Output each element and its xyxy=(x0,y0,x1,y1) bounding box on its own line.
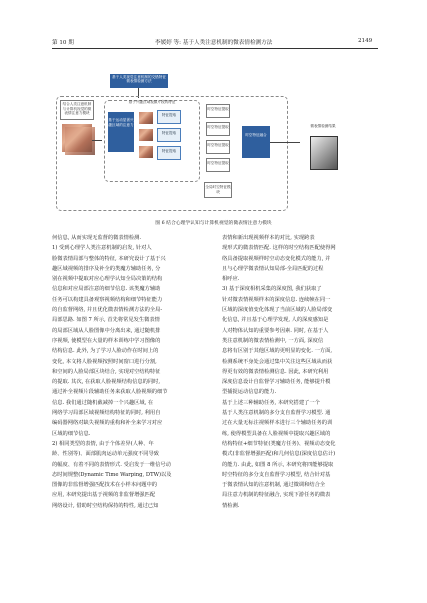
text-line: 模式(非监督增强匹配)和几何信息(深度信息估计) xyxy=(222,451,336,458)
feature-box-3: 特征提取 xyxy=(157,146,181,160)
text-line: 表情和新出现视频样本的对比, 实现跨表 xyxy=(222,235,315,241)
text-line: 的幅度、有着不同的表情形式. 受启发于一维信号动 xyxy=(52,461,171,468)
spatiotemporal-box-1: 时空特征提取 xyxy=(206,104,230,118)
text-line: 应用, 本研究提出基于视频的非监督增强匹配 xyxy=(52,492,156,499)
header-rule xyxy=(52,48,378,49)
text-line: 结构特征+细节特征(类魔方任务)、视频动态变化 xyxy=(222,440,336,447)
text-line: 于微表情认知的注意机制, 通过微调和结合全 xyxy=(222,482,326,489)
text-line: 图像的非监督增强匹配技术在小样本问题中的 xyxy=(52,482,157,489)
text-line: 的局部区域从人脸图像中分离出来, 通过随机排 xyxy=(52,327,161,334)
output-label: 微表情检测结果 xyxy=(310,124,336,128)
roi-thumb xyxy=(139,146,153,158)
text-line: 区域的细节信息. xyxy=(52,430,91,437)
text-line: 别在视频中提取对应心理学认知全局决策的结构 xyxy=(52,276,163,283)
text-line: 情检测. xyxy=(222,502,240,509)
text-line: 过在大量无标注视频样本进行三个辅助任务的训 xyxy=(222,420,333,427)
text-line: 网络设计, 借助时空结构保持的特性, 通过已知 xyxy=(52,502,159,509)
roi-thumb xyxy=(139,112,153,124)
text-line: 和空间的人脸局部区块结合, 实现对空结构特征 xyxy=(52,368,161,375)
text-line: 态时间规整(Dynamic Time Warping, DTW)以及 xyxy=(52,471,172,478)
text-line: 时空特征的多分支自监督学习模型, 结合针对基 xyxy=(222,471,331,478)
figure-6 xyxy=(56,74,374,214)
text-line: 何信息, 从而实现无监督的微表情检测. xyxy=(52,235,142,241)
feature-box-2: 特征提取 xyxy=(157,128,181,142)
text-line: 深度信息设计自监督学习辅助任务, 能够提升模 xyxy=(222,379,331,386)
left-column xyxy=(52,233,207,511)
text-line: 龄、性别等)、面部肌肉运动单元强度不同导致 xyxy=(52,451,160,458)
text-line: 检测系统不身处会通过集中关注这些区域从而获 xyxy=(222,358,333,365)
text-line: 趣区域视频的排序及补全的类魔方辅助任务, 分 xyxy=(52,265,161,272)
text-line: 的提取. 其次, 在获取人脸视频结构信息的同时, xyxy=(52,379,161,386)
text-line: 任务可以构建具备观察视频结构和细节特征能力 xyxy=(52,296,163,303)
text-line: 络具备提取视频样时空动态变化模式的能力, 并 xyxy=(222,255,331,262)
arrow-line xyxy=(92,140,102,141)
text-line: 得更有效的微表情检测信息. 因此, 本研究利用 xyxy=(222,368,329,375)
text-line: 变化, 本文将人脸视频按照时间窗口进行分割, xyxy=(52,358,157,365)
roi-thumb xyxy=(139,129,153,141)
text-line: 人对物体认知的重要参考因素. 同时, 在基于人 xyxy=(222,327,329,334)
page-number: 2149 xyxy=(358,38,373,44)
text-line: 局注意力机制的特征融合, 实现下游任务的微表 xyxy=(222,492,331,499)
text-line: 且与心理学微表情认知局部-全局匹配的过程 xyxy=(222,265,324,272)
text-line: 类注意机制的微表情检测中, 一方面, 深度信 xyxy=(222,337,324,344)
text-line: 型捕捉运动信息的能力. xyxy=(222,389,277,396)
text-line: 3) 基于深度相机采集的深度图, 我们获取了 xyxy=(222,286,322,293)
text-line: 通过补全视频片段辅助任务来获取人脸视频的细节 xyxy=(52,389,168,396)
text-line: 结构信息. 此外, 为了学习人脸动作在时间上的 xyxy=(52,348,159,355)
text-line: 化信息, 并且基于心理学发现, 人的深度感知是 xyxy=(222,317,329,324)
text-line: 编码器网络对缺失视频的重构和补全来学习对应 xyxy=(52,420,163,427)
figure-caption: 图 6 结合心理学认知与计算机视觉的微表情注意力模块 xyxy=(155,221,272,226)
text-line: 的自监督网络, 并且优化微表情检测方法的全局- xyxy=(52,307,163,314)
running-title: 李媛婷 等: 基于人类注意机制的微表情检测方法 xyxy=(155,40,273,46)
text-line: 信息和对应局部注意的细节信息. 该类魔方辅助 xyxy=(52,286,161,293)
text-line: 2) 相同类型的表情, 由于个体差异(人种、年 xyxy=(52,440,154,447)
left-module-box: 结合人类注意机制与计算机视觉的微表情注意力模块 xyxy=(60,100,94,120)
text-line: 信息. 我们通过随机截减掉一个兴趣区域, 在 xyxy=(52,399,154,406)
figure-top-box: 基于人类视觉注意机制的交错特征微表情检测方法 xyxy=(110,74,168,88)
face-image-stack xyxy=(65,127,95,155)
text-line: 相呼应. xyxy=(222,276,240,283)
spatiotemporal-box-2: 时空特征提取 xyxy=(206,122,230,136)
spatiotemporal-box-4: 时空特征提取 xyxy=(206,158,230,172)
text-line: 基于上述三种辅助任务, 本研究搭建了一个 xyxy=(222,399,320,406)
arrow-line xyxy=(270,142,300,143)
text-line: 局部思路. 如图 7 所示, 首先将常见发生微表情 xyxy=(52,317,160,324)
volume-label: 第 10 期 xyxy=(52,40,74,46)
text-line: 练, 使得模型具备在人脸视频中提取兴趣区域的 xyxy=(222,430,331,437)
right-column xyxy=(222,233,377,511)
text-line: 脸微表情局部与整体的特征, 本研究设计了基于兴 xyxy=(52,255,166,262)
roi-module-box: 基于运动显著兴趣区域的注意力 xyxy=(108,112,134,152)
output-cube xyxy=(310,136,338,170)
text-line: 针对微表情视频样本的深度信息. 连续帧在同一 xyxy=(222,296,331,303)
spatiotemporal-box-3: 时空特征提取 xyxy=(206,140,230,154)
text-line: 网络学习局部区域视频结构特征的同时, 利用自 xyxy=(52,410,161,417)
fusion-box: 时空特征融合 xyxy=(242,126,270,158)
roi-group-label: 基于兴趣区域视频片段的特征 xyxy=(128,100,176,104)
feature-box-1: 特征提取 xyxy=(157,110,181,124)
text-line: 序视频, 使模型在大量的样本训练中学习图像的 xyxy=(52,337,161,344)
text-line: 基于人类注意机制的多分支自监督学习模型. 通 xyxy=(222,410,331,417)
text-line: 息将有区别于其他区域的更明显的变化. 一方面, xyxy=(222,348,333,355)
text-line: 区域的深度值变化体现了当前区域的人脸局部变 xyxy=(222,307,333,314)
global-feature-box: 全局时空特征模块 xyxy=(204,182,232,198)
text-line: 1) 受到心理学人类注意机制的启发, 针对人 xyxy=(52,245,152,252)
text-line: 的能力. 由此, 如图 8 所示, 本研究将四能够提取 xyxy=(222,461,334,468)
text-line: 现形式的微表情匹配. 这样的时空结构匹配使得网 xyxy=(222,245,336,252)
